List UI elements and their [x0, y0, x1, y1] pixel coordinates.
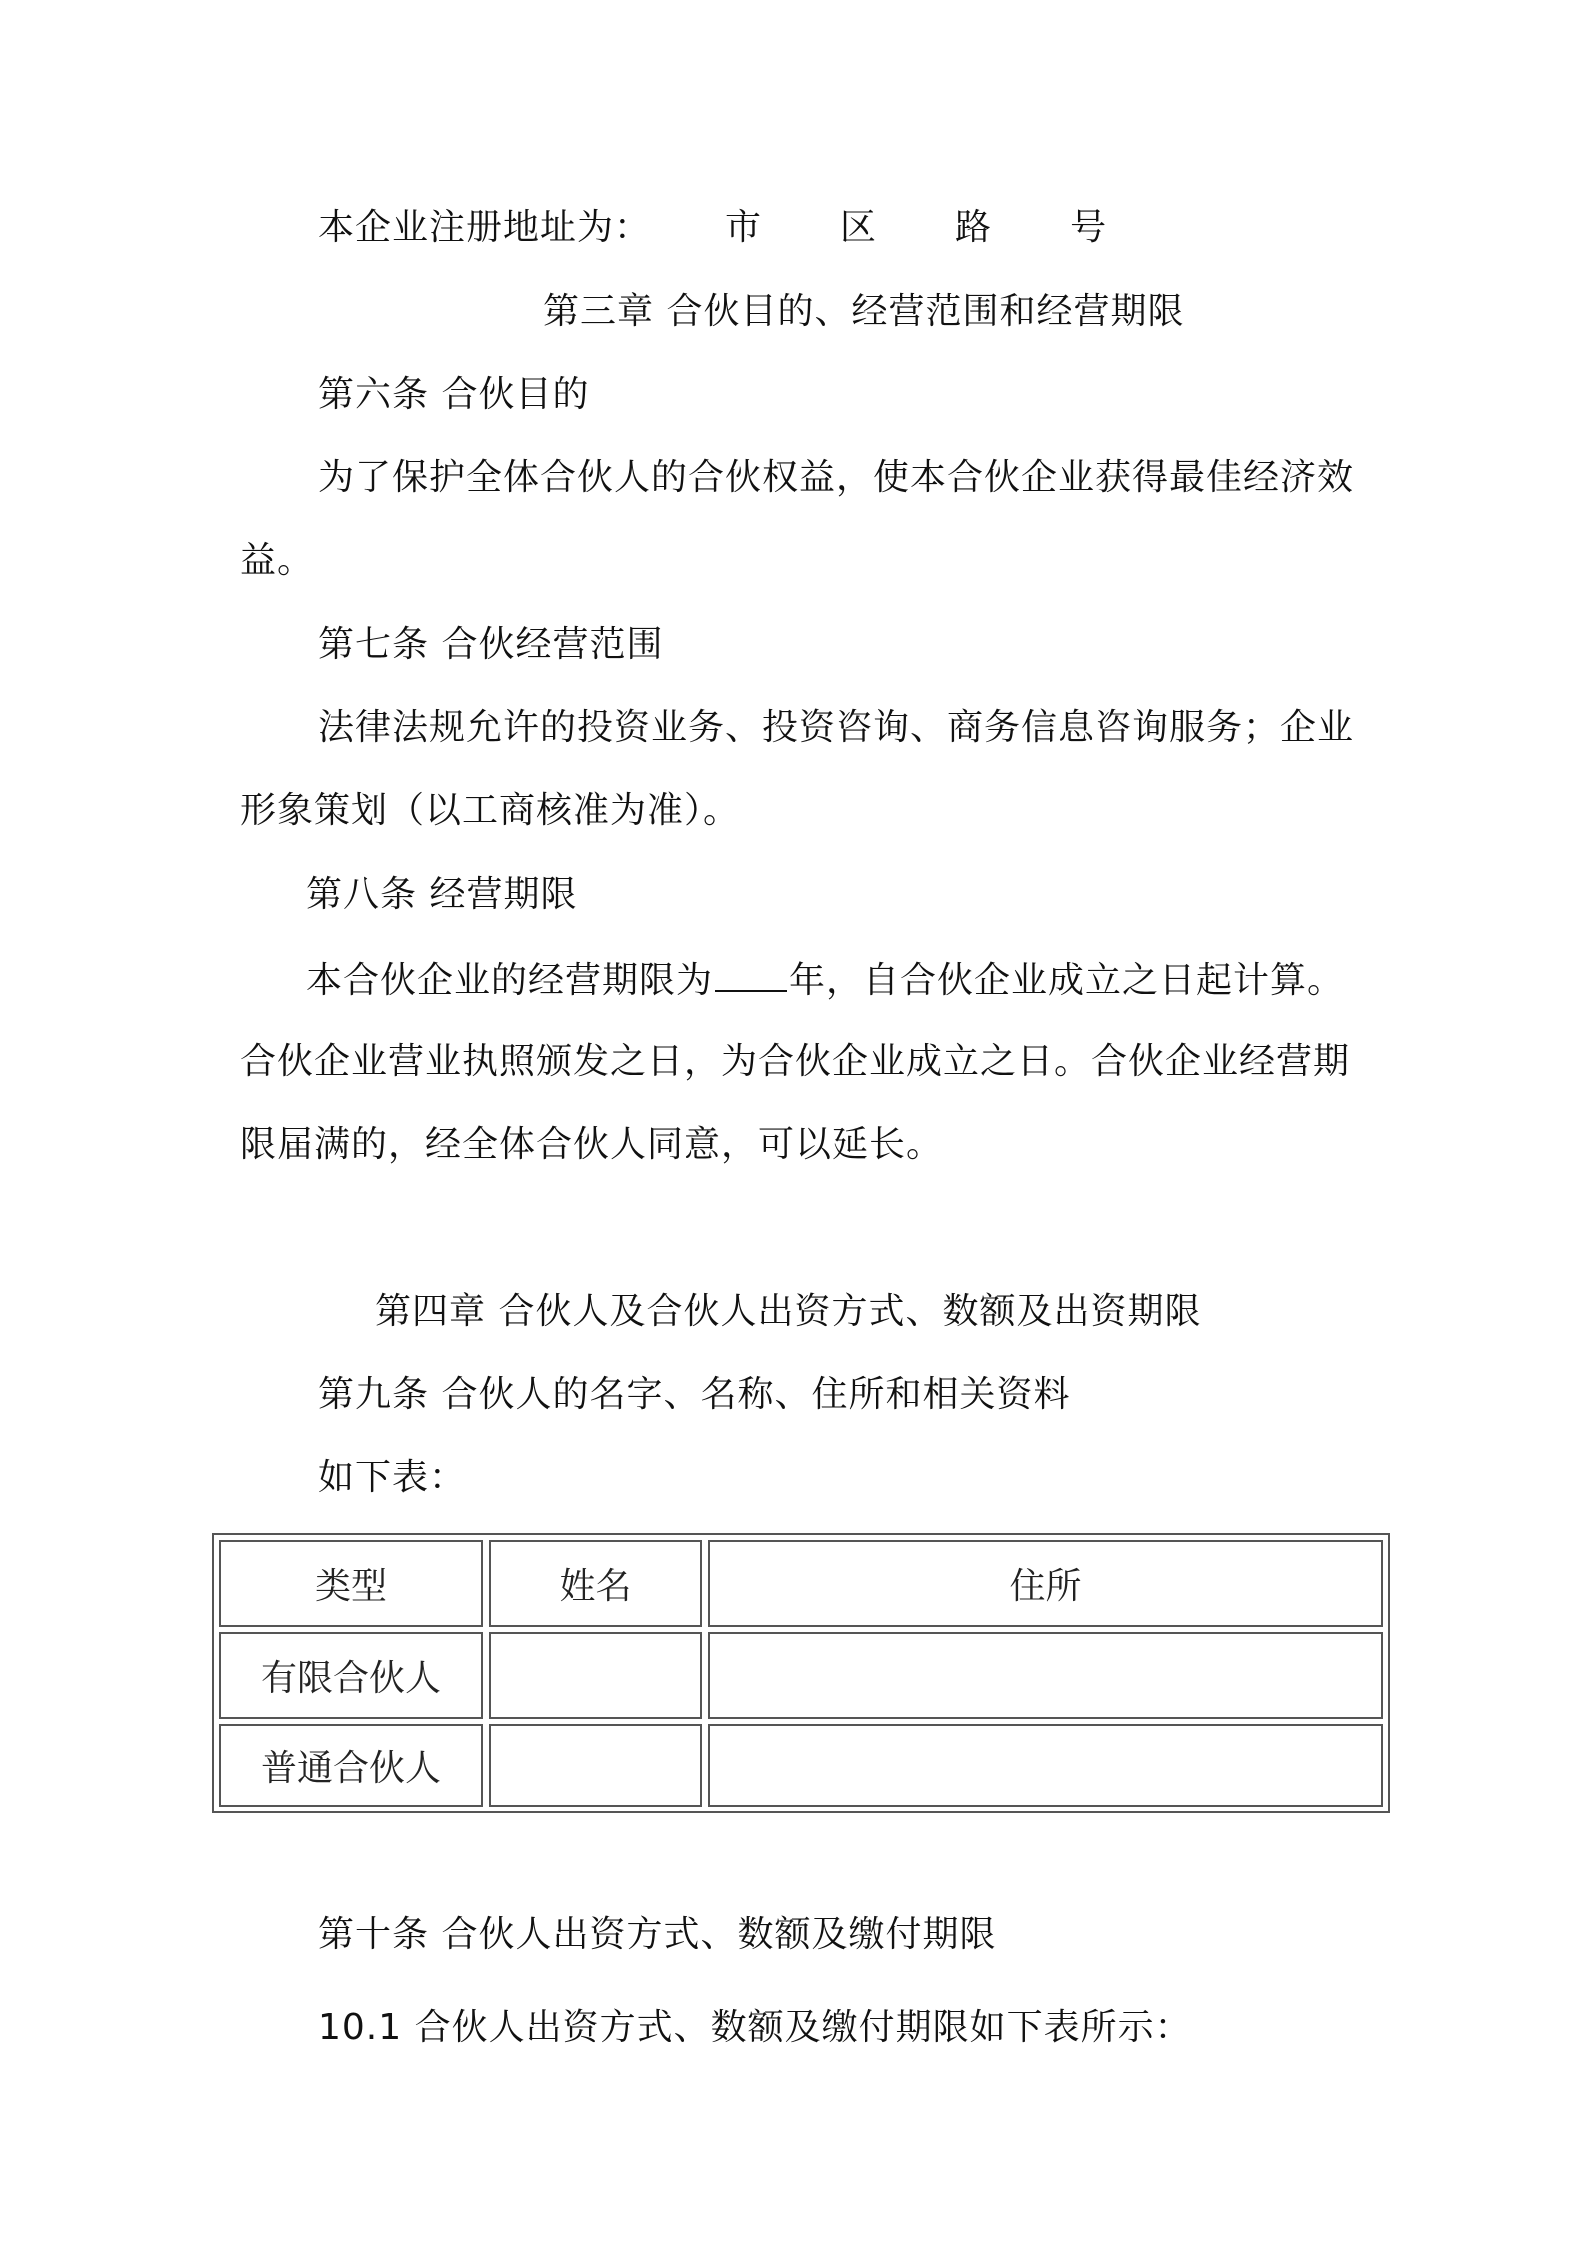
address-district: 区 — [840, 207, 878, 248]
table-row-1-type: 有限合伙人 — [219, 1632, 483, 1719]
table-row-2-type: 普通合伙人 — [219, 1724, 483, 1807]
article-7-text-line-1: 法律法规允许的投资业务、投资咨询、商务信息咨询服务；企业 — [318, 707, 1355, 748]
address-number: 号 — [1070, 207, 1108, 248]
table-row-2-address — [708, 1724, 1383, 1807]
article-9-text: 如下表： — [318, 1457, 467, 1498]
table-row-1-address — [708, 1632, 1383, 1719]
address-city: 市 — [725, 207, 763, 248]
address-prefix: 本企业注册地址为： — [318, 207, 652, 248]
article-6-text-line-2: 益。 — [240, 540, 315, 581]
article-8-text-part-a: 本合伙企业的经营期限为 — [306, 960, 714, 1001]
table-row-2-name — [489, 1724, 702, 1807]
address-road: 路 — [955, 207, 993, 248]
article-8-text-part-b: 年，自合伙企业成立之日起计算。 — [789, 960, 1345, 1001]
article-8-text-line-1 — [306, 956, 1344, 1003]
table-header-name: 姓名 — [489, 1540, 702, 1627]
table-header-address: 住所 — [708, 1540, 1383, 1627]
article-8-heading: 第八条 经营期限 — [306, 874, 578, 915]
article-9-heading: 第九条 合伙人的名字、名称、住所和相关资料 — [318, 1374, 1071, 1415]
chapter-4-heading: 第四章 合伙人及合伙人出资方式、数额及出资期限 — [375, 1291, 1202, 1332]
article-7-text-line-2: 形象策划（以工商核准为准）。 — [240, 790, 741, 831]
article-6-text-line-1: 为了保护全体合伙人的合伙权益，使本合伙企业获得最佳经济效 — [318, 457, 1355, 498]
term-years-blank — [715, 956, 787, 992]
chapter-3-heading: 第三章 合伙目的、经营范围和经营期限 — [543, 291, 1185, 332]
registered-address-line — [318, 206, 1107, 250]
table-row-1-name — [489, 1632, 702, 1719]
article-6-heading: 第六条 合伙目的 — [318, 374, 590, 415]
article-10-heading: 第十条 合伙人出资方式、数额及缴付期限 — [318, 1914, 997, 1955]
table-header-type: 类型 — [219, 1540, 483, 1627]
article-8-text-line-3: 限届满的，经全体合伙人同意，可以延长。 — [240, 1124, 944, 1165]
article-8-text-line-2: 合伙企业营业执照颁发之日，为合伙企业成立之日。合伙企业经营期 — [240, 1041, 1351, 1082]
article-10-1-text: 10.1 合伙人出资方式、数额及缴付期限如下表所示： — [318, 2007, 1192, 2048]
article-7-heading: 第七条 合伙经营范围 — [318, 624, 664, 665]
partners-table — [212, 1533, 1390, 1813]
